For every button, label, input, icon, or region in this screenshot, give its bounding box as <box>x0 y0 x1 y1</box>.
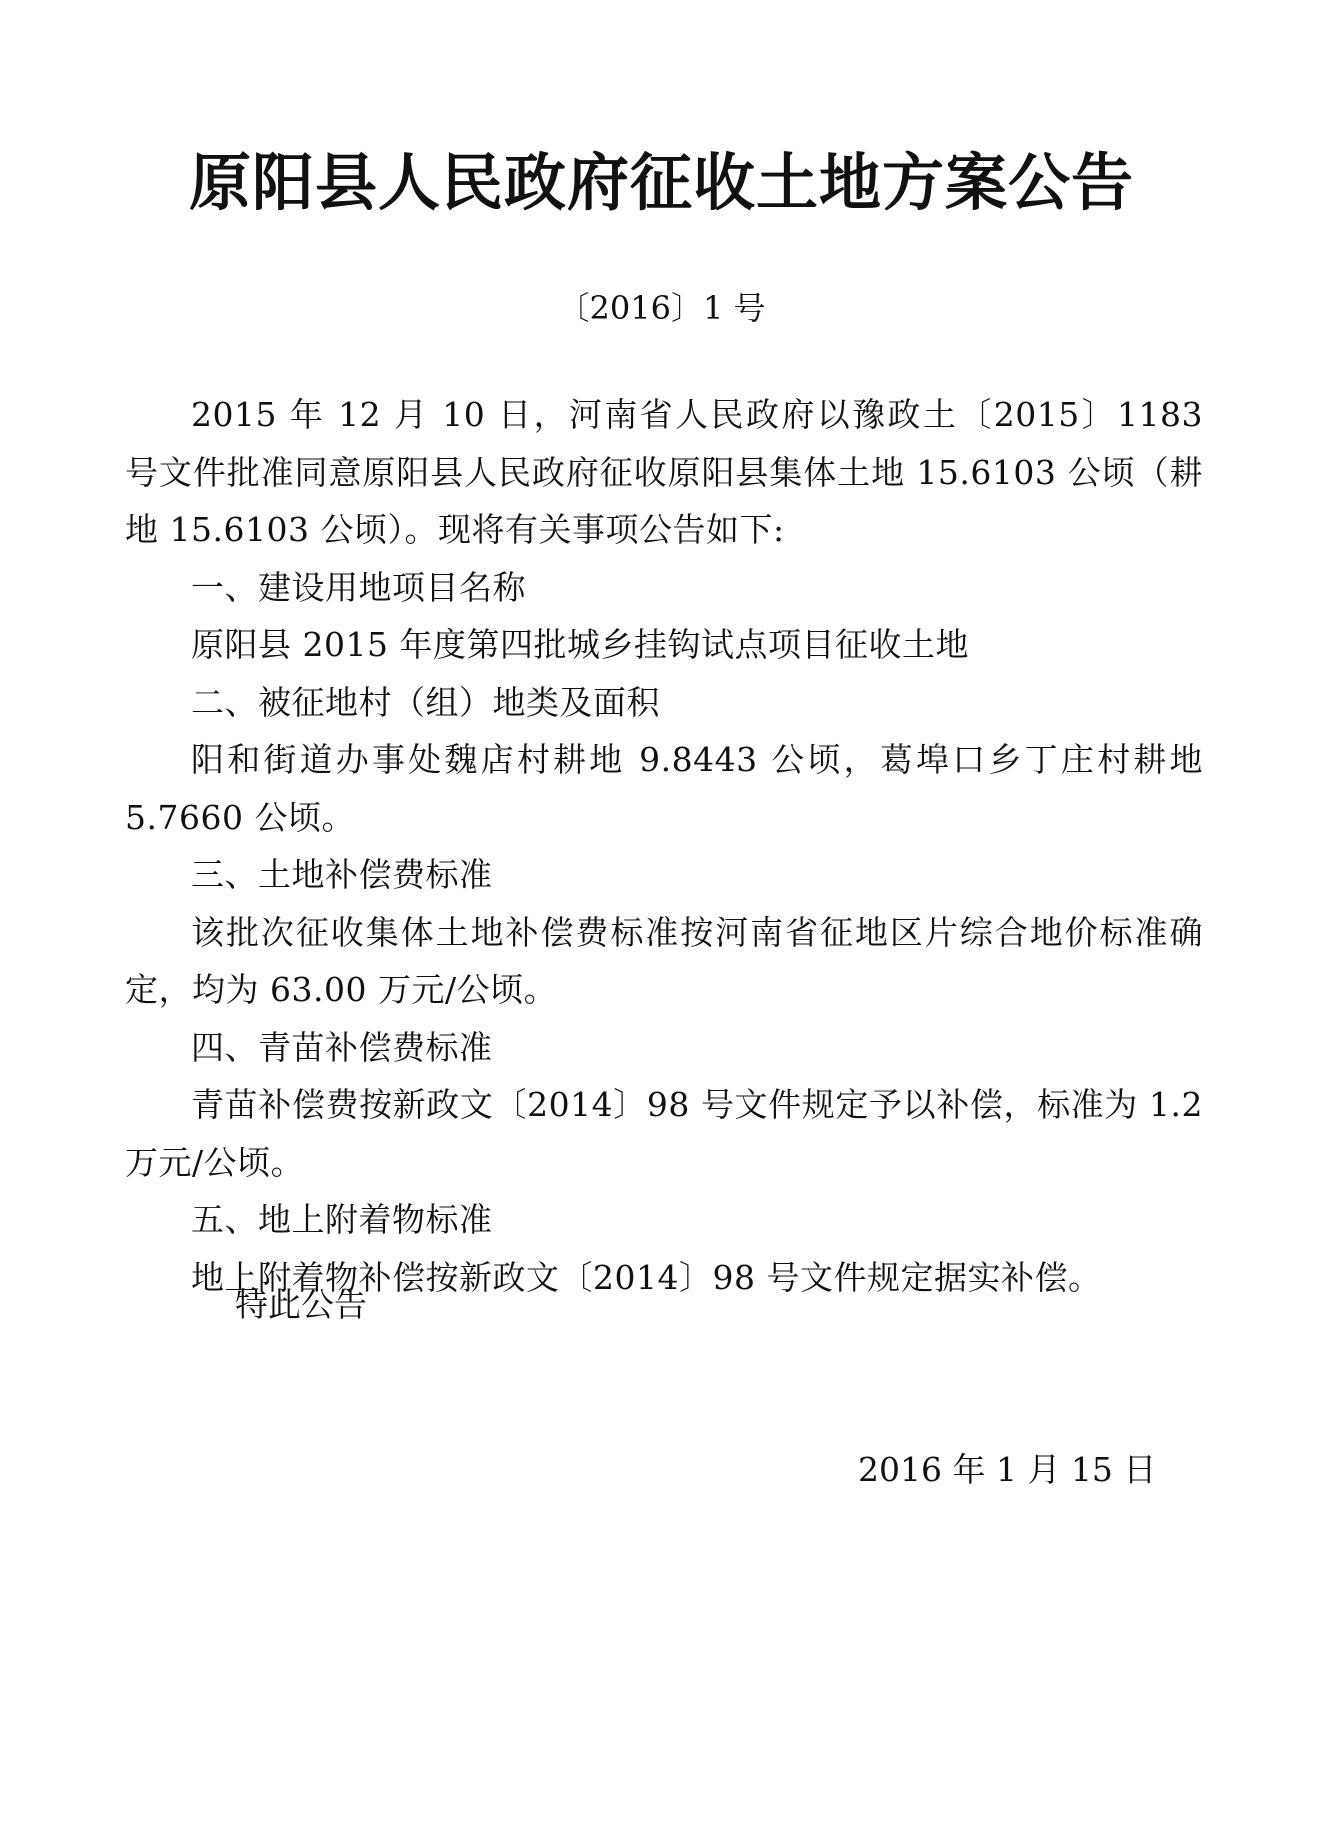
closing-remark: 特此公告 <box>235 1285 367 1324</box>
document-title: 原阳县人民政府征收土地方案公告 <box>188 146 1134 219</box>
section-content-3: 该批次征收集体土地补偿费标准按河南省征地区片综合地价标准确定，均为 63.00 万元/公顷。 <box>125 912 1203 1009</box>
section-heading-1: 一、建设用地项目名称 <box>191 567 526 607</box>
paragraph-intro: 2015 年 12 月 10 日，河南省人民政府以豫政土〔2015〕1183 号文件批准同意原阳县人民政府征收原阳县集体土地 15.6103 公顷（耕地 15.6103 公顷）。现将有关事项公告如下: <box>125 395 1203 549</box>
document-date: 2016 年 1 月 15 日 <box>858 1450 1157 1489</box>
section-heading-2: 二、被征地村（组）地类及面积 <box>191 682 660 722</box>
section-content-2: 阳和街道办事处魏店村耕地 9.8443 公顷，葛埠口乡丁庄村耕地 5.7660 公顷。 <box>125 740 1203 837</box>
section-heading-5: 五、地上附着物标准 <box>191 1200 493 1239</box>
document-body <box>125 386 1203 1306</box>
section-content-4: 青苗补偿费按新政文〔2014〕98 号文件规定予以补偿，标准为 1.2 万元/公顷。 <box>125 1085 1203 1182</box>
section-content-5: 地上附着物补偿按新政文〔2014〕98 号文件规定据实补偿。 <box>191 1257 1102 1297</box>
section-heading-4: 四、青苗补偿费标准 <box>191 1027 493 1067</box>
section-content-1: 原阳县 2015 年度第四批城乡挂钩试点项目征收土地 <box>191 625 969 664</box>
document-number: 〔2016〕1 号 <box>557 289 766 327</box>
section-heading-3: 三、土地补偿费标准 <box>191 855 493 894</box>
